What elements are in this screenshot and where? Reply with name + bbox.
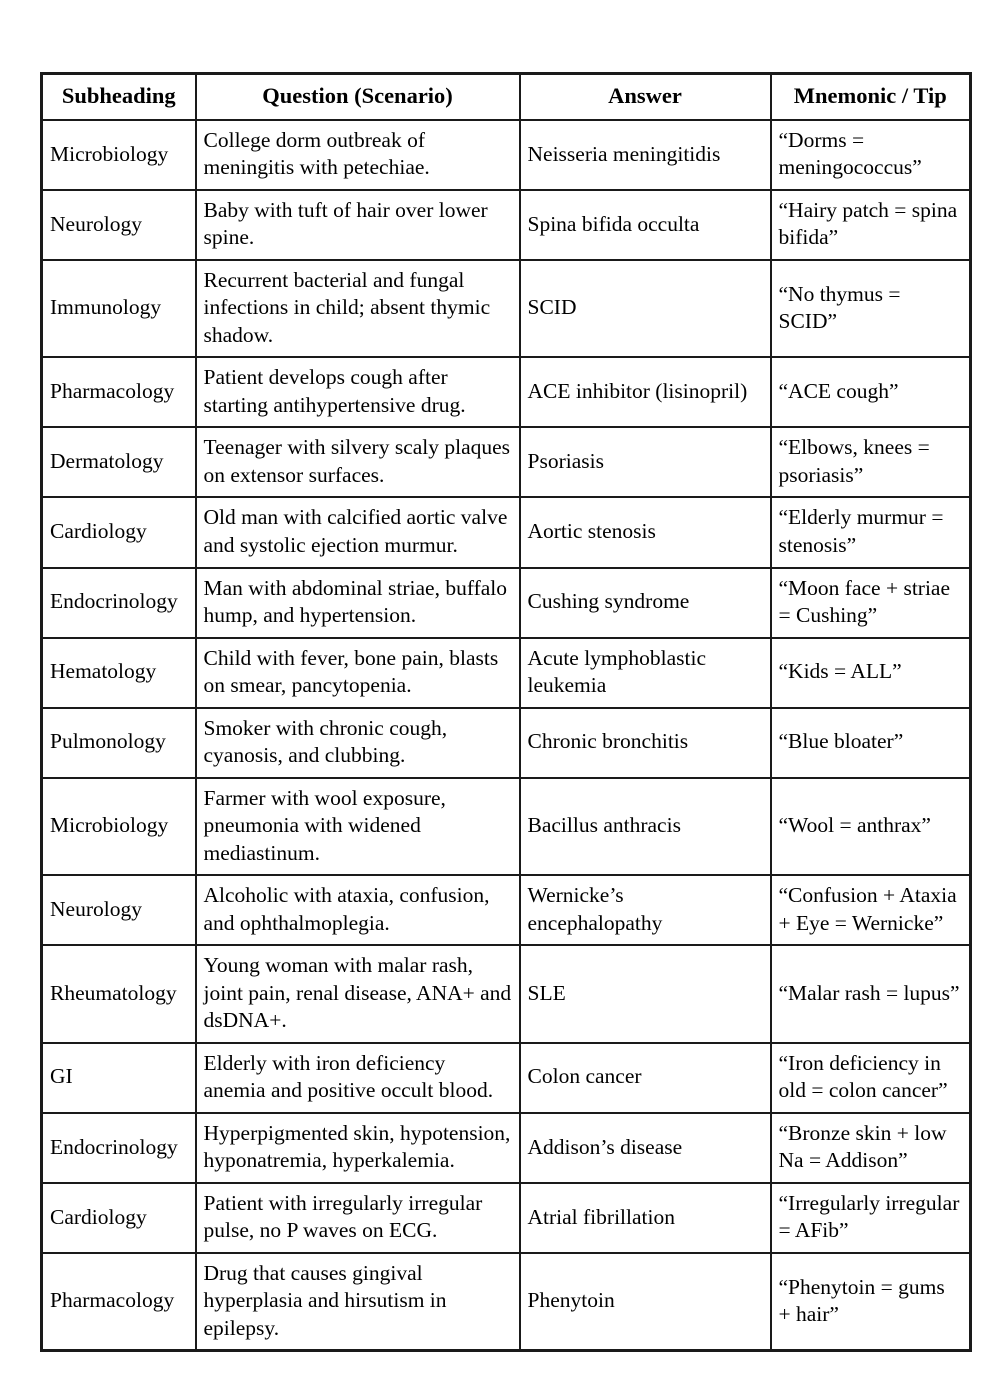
- cell-answer: SCID: [520, 260, 771, 358]
- cell-answer: Psoriasis: [520, 427, 771, 497]
- table-row: [42, 190, 971, 260]
- cell-mnemonic: “Blue bloater”: [771, 708, 971, 778]
- table-row: [42, 778, 971, 876]
- table-row: [42, 1253, 971, 1351]
- cell-question: Baby with tuft of hair over lower spine.: [196, 190, 520, 260]
- table-row: [42, 875, 971, 945]
- table-header: [42, 74, 971, 120]
- cell-question: Elderly with iron deficiency anemia and positive occult blood.: [196, 1043, 520, 1113]
- table-row: [42, 260, 971, 358]
- cell-mnemonic: “Iron deficiency in old = colon cancer”: [771, 1043, 971, 1113]
- cell-question: College dorm outbreak of meningitis with petechiae.: [196, 120, 520, 190]
- cell-subheading: Pharmacology: [42, 357, 196, 427]
- cell-mnemonic: “Irregularly irregular = AFib”: [771, 1183, 971, 1253]
- column-header-question: Question (Scenario): [196, 74, 520, 120]
- cell-answer: SLE: [520, 945, 771, 1043]
- table-row: [42, 708, 971, 778]
- table-row: [42, 568, 971, 638]
- cell-answer: Spina bifida occulta: [520, 190, 771, 260]
- clinical-scenarios-table: [40, 72, 972, 1352]
- cell-answer: Cushing syndrome: [520, 568, 771, 638]
- cell-subheading: Pulmonology: [42, 708, 196, 778]
- cell-subheading: Hematology: [42, 638, 196, 708]
- cell-question: Patient with irregularly irregular pulse, no P waves on ECG.: [196, 1183, 520, 1253]
- cell-mnemonic: “Elbows, knees = psoriasis”: [771, 427, 971, 497]
- cell-mnemonic: “Bronze skin + low Na = Addison”: [771, 1113, 971, 1183]
- cell-subheading: Rheumatology: [42, 945, 196, 1043]
- cell-question: Man with abdominal striae, buffalo hump, and hypertension.: [196, 568, 520, 638]
- table-body: [42, 120, 971, 1351]
- cell-mnemonic: “ACE cough”: [771, 357, 971, 427]
- column-header-answer: Answer: [520, 74, 771, 120]
- cell-subheading: Endocrinology: [42, 1113, 196, 1183]
- table-row: [42, 120, 971, 190]
- table-row: [42, 638, 971, 708]
- cell-question: Old man with calcified aortic valve and systolic ejection murmur.: [196, 497, 520, 567]
- cell-mnemonic: “Kids = ALL”: [771, 638, 971, 708]
- cell-mnemonic: “Hairy patch = spina bifida”: [771, 190, 971, 260]
- cell-answer: Phenytoin: [520, 1253, 771, 1351]
- cell-subheading: Pharmacology: [42, 1253, 196, 1351]
- table-row: [42, 1183, 971, 1253]
- cell-mnemonic: “Confusion + Ataxia + Eye = Wernicke”: [771, 875, 971, 945]
- cell-mnemonic: “Moon face + striae = Cushing”: [771, 568, 971, 638]
- table-header-row: [42, 74, 971, 120]
- cell-subheading: Microbiology: [42, 778, 196, 876]
- table-row: [42, 1043, 971, 1113]
- cell-question: Teenager with silvery scaly plaques on extensor surfaces.: [196, 427, 520, 497]
- cell-mnemonic: “Phenytoin = gums + hair”: [771, 1253, 971, 1351]
- cell-answer: Chronic bronchitis: [520, 708, 771, 778]
- cell-subheading: GI: [42, 1043, 196, 1113]
- cell-answer: Colon cancer: [520, 1043, 771, 1113]
- cell-subheading: Cardiology: [42, 1183, 196, 1253]
- cell-mnemonic: “Dorms = meningococcus”: [771, 120, 971, 190]
- cell-question: Smoker with chronic cough, cyanosis, and clubbing.: [196, 708, 520, 778]
- table-row: [42, 427, 971, 497]
- table-row: [42, 1113, 971, 1183]
- cell-answer: ACE inhibitor (lisinopril): [520, 357, 771, 427]
- cell-question: Recurrent bacterial and fungal infections in child; absent thymic shadow.: [196, 260, 520, 358]
- cell-subheading: Neurology: [42, 875, 196, 945]
- cell-subheading: Dermatology: [42, 427, 196, 497]
- cell-answer: Addison’s disease: [520, 1113, 771, 1183]
- cell-question: Hyperpigmented skin, hypotension, hyponatremia, hyperkalemia.: [196, 1113, 520, 1183]
- cell-mnemonic: “No thymus = SCID”: [771, 260, 971, 358]
- cell-question: Patient develops cough after starting antihypertensive drug.: [196, 357, 520, 427]
- cell-answer: Bacillus anthracis: [520, 778, 771, 876]
- column-header-subheading: Subheading: [42, 74, 196, 120]
- cell-question: Drug that causes gingival hyperplasia and hirsutism in epilepsy.: [196, 1253, 520, 1351]
- cell-question: Child with fever, bone pain, blasts on smear, pancytopenia.: [196, 638, 520, 708]
- cell-mnemonic: “Elderly murmur = stenosis”: [771, 497, 971, 567]
- cell-answer: Wernicke’s encephalopathy: [520, 875, 771, 945]
- cell-answer: Atrial fibrillation: [520, 1183, 771, 1253]
- column-header-mnemonic: Mnemonic / Tip: [771, 74, 971, 120]
- table-row: [42, 497, 971, 567]
- cell-subheading: Microbiology: [42, 120, 196, 190]
- cell-answer: Neisseria meningitidis: [520, 120, 771, 190]
- cell-mnemonic: “Wool = anthrax”: [771, 778, 971, 876]
- cell-question: Farmer with wool exposure, pneumonia with widened mediastinum.: [196, 778, 520, 876]
- cell-question: Alcoholic with ataxia, confusion, and ophthalmoplegia.: [196, 875, 520, 945]
- cell-subheading: Cardiology: [42, 497, 196, 567]
- cell-answer: Aortic stenosis: [520, 497, 771, 567]
- cell-answer: Acute lymphoblastic leukemia: [520, 638, 771, 708]
- table-row: [42, 357, 971, 427]
- cell-subheading: Immunology: [42, 260, 196, 358]
- table-row: [42, 945, 971, 1043]
- cell-question: Young woman with malar rash, joint pain, renal disease, ANA+ and dsDNA+.: [196, 945, 520, 1043]
- cell-mnemonic: “Malar rash = lupus”: [771, 945, 971, 1043]
- cell-subheading: Endocrinology: [42, 568, 196, 638]
- cell-subheading: Neurology: [42, 190, 196, 260]
